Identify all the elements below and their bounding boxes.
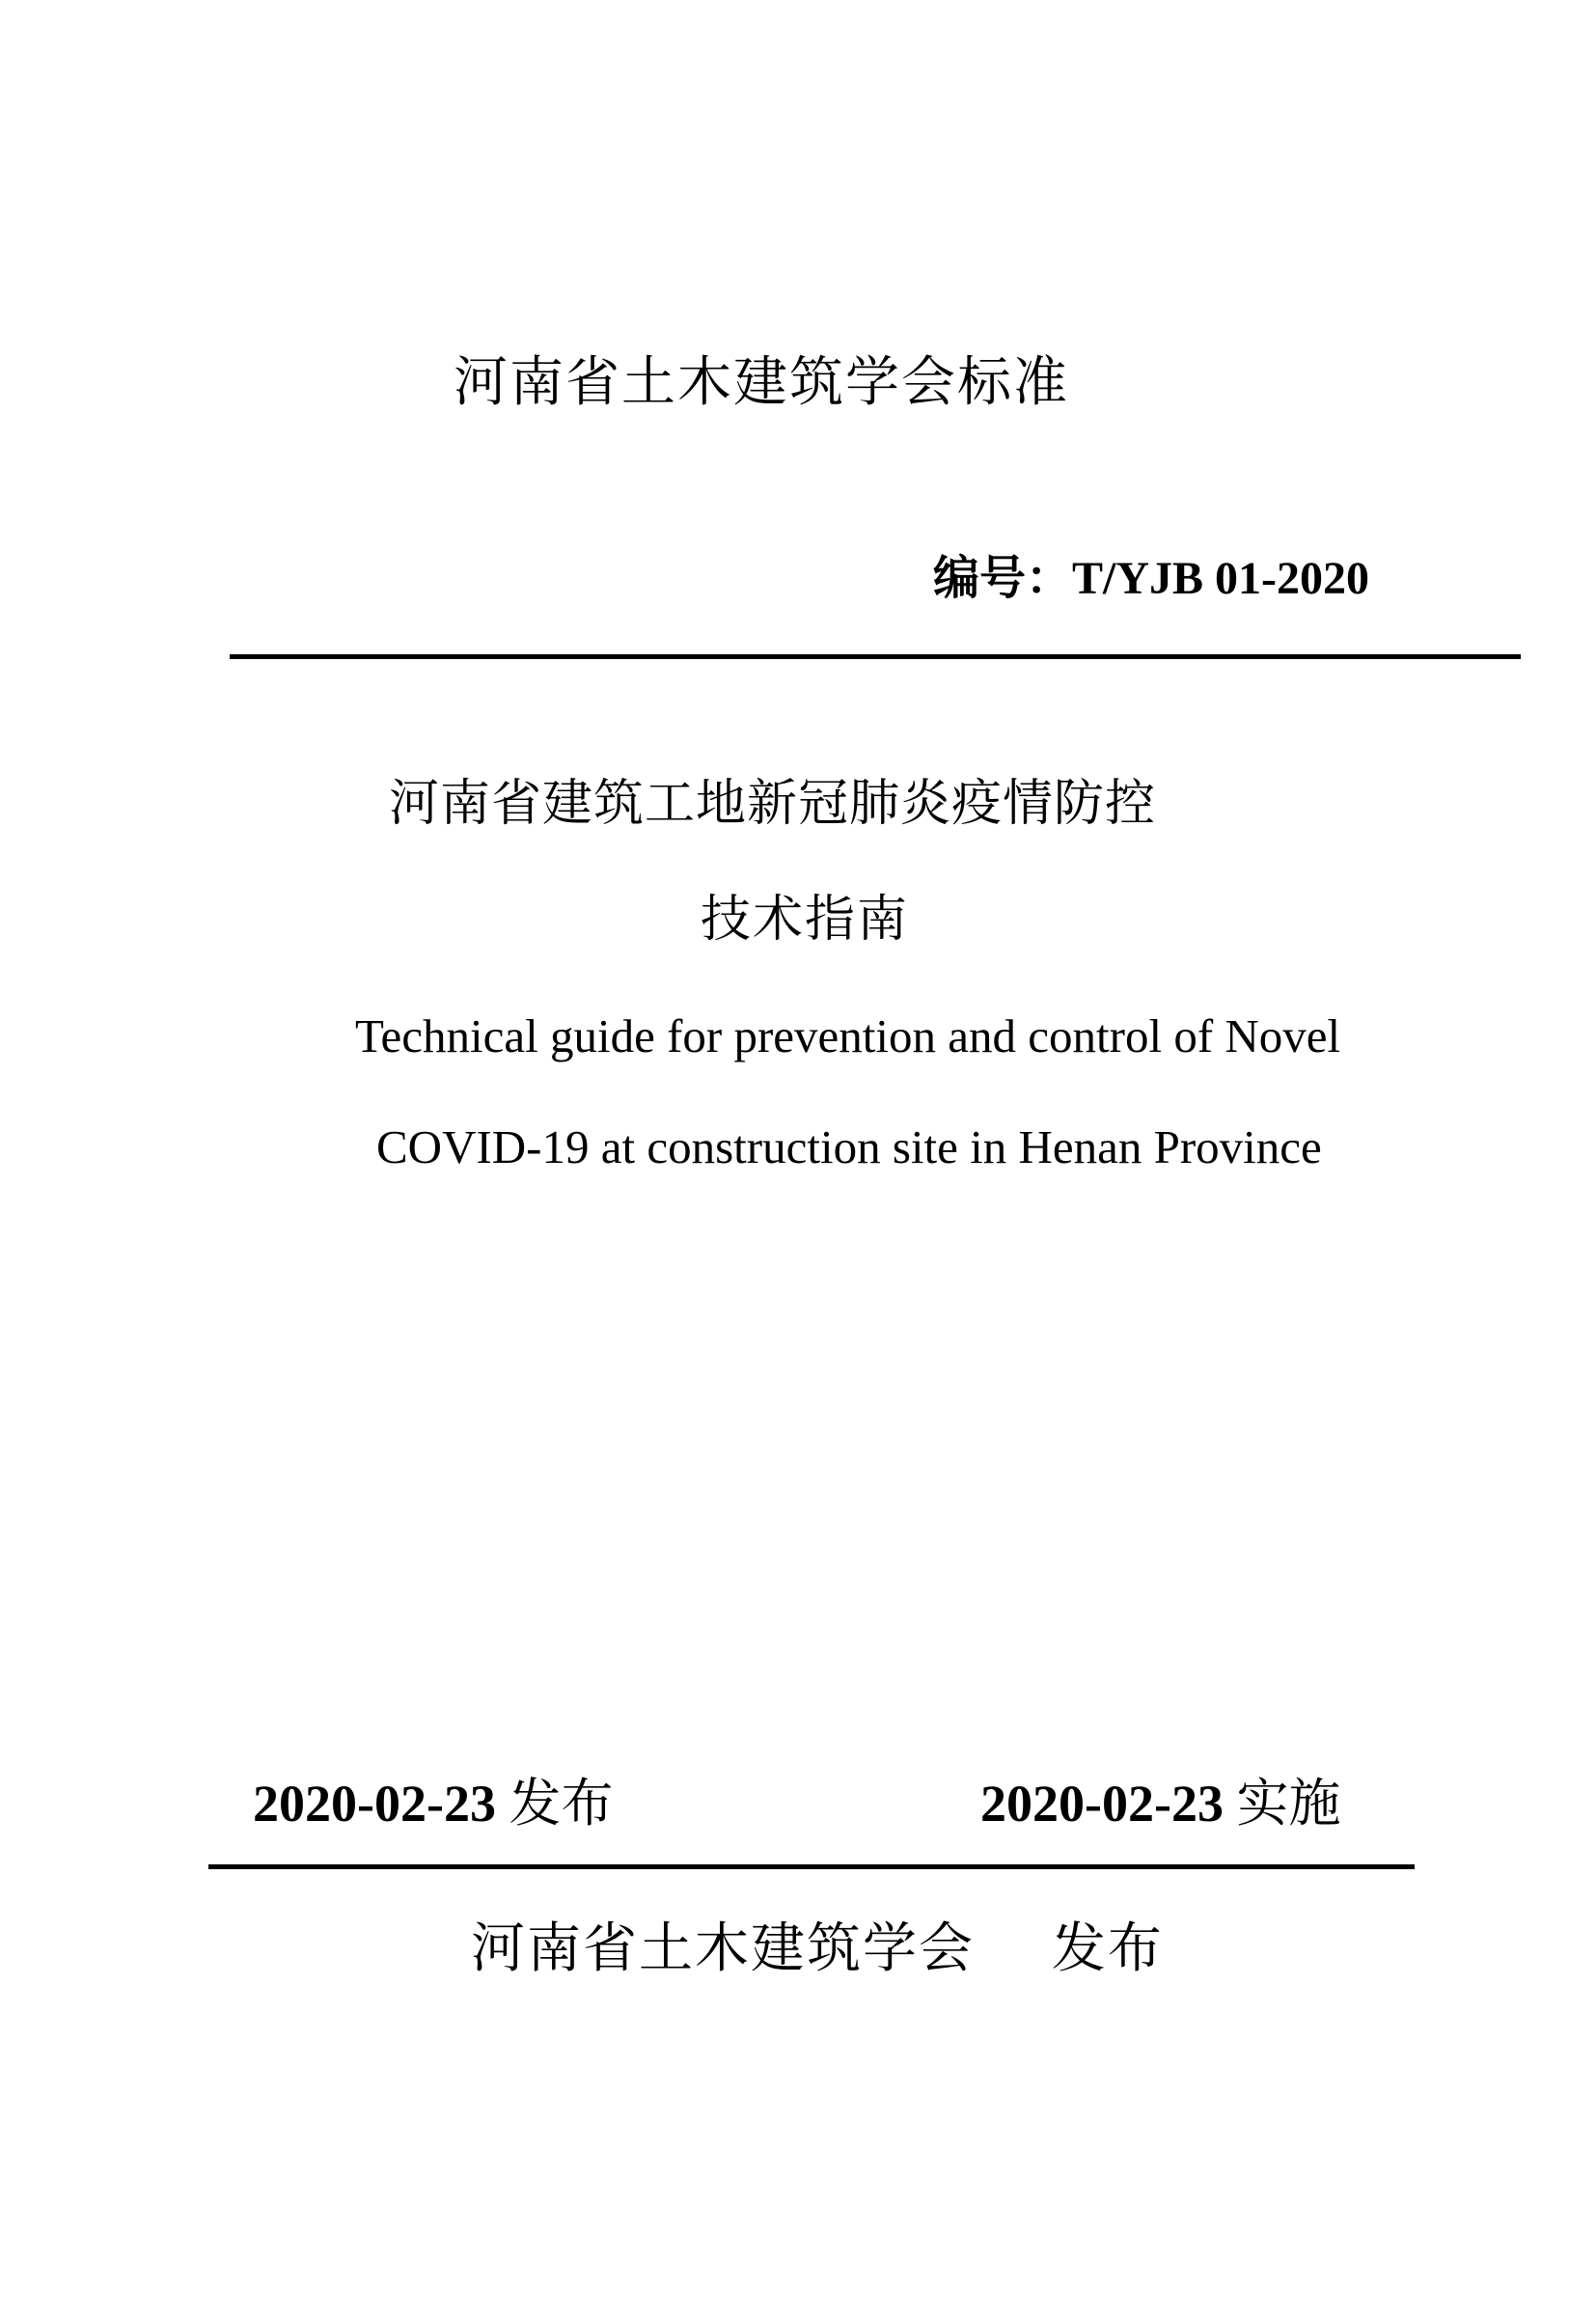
document-title-en-line2: COVID-19 at construction site in Henan Province [376,1120,1322,1173]
publisher-line [471,1906,1164,1983]
document-code-label: 编号： [932,551,1072,605]
effective-date-value: 2020-02-23 [980,1775,1224,1833]
footer-divider [208,1864,1415,1869]
publish-date [253,1762,613,1836]
publisher-name: 河南省土木建筑学会 [471,1917,975,1980]
document-code [933,540,1369,607]
document-title-zh-line2: 技术指南 [701,891,910,949]
effective-date [980,1762,1340,1836]
organization-standard-title: 河南省土木建筑学会标准 [454,351,1069,414]
effective-date-label: 实施 [1236,1773,1341,1834]
publish-date-label: 发布 [509,1773,614,1834]
publish-date-value: 2020-02-23 [253,1775,496,1833]
document-title-en-line1: Technical guide for prevention and control of Novel [355,1009,1341,1062]
header-divider [230,654,1521,659]
document-code-value: T/YJB 01-2020 [1071,553,1369,604]
document-title-zh-line1: 河南省建筑工地新冠肺炎疫情防控 [389,775,1157,833]
publisher-label: 发布 [1051,1917,1164,1980]
